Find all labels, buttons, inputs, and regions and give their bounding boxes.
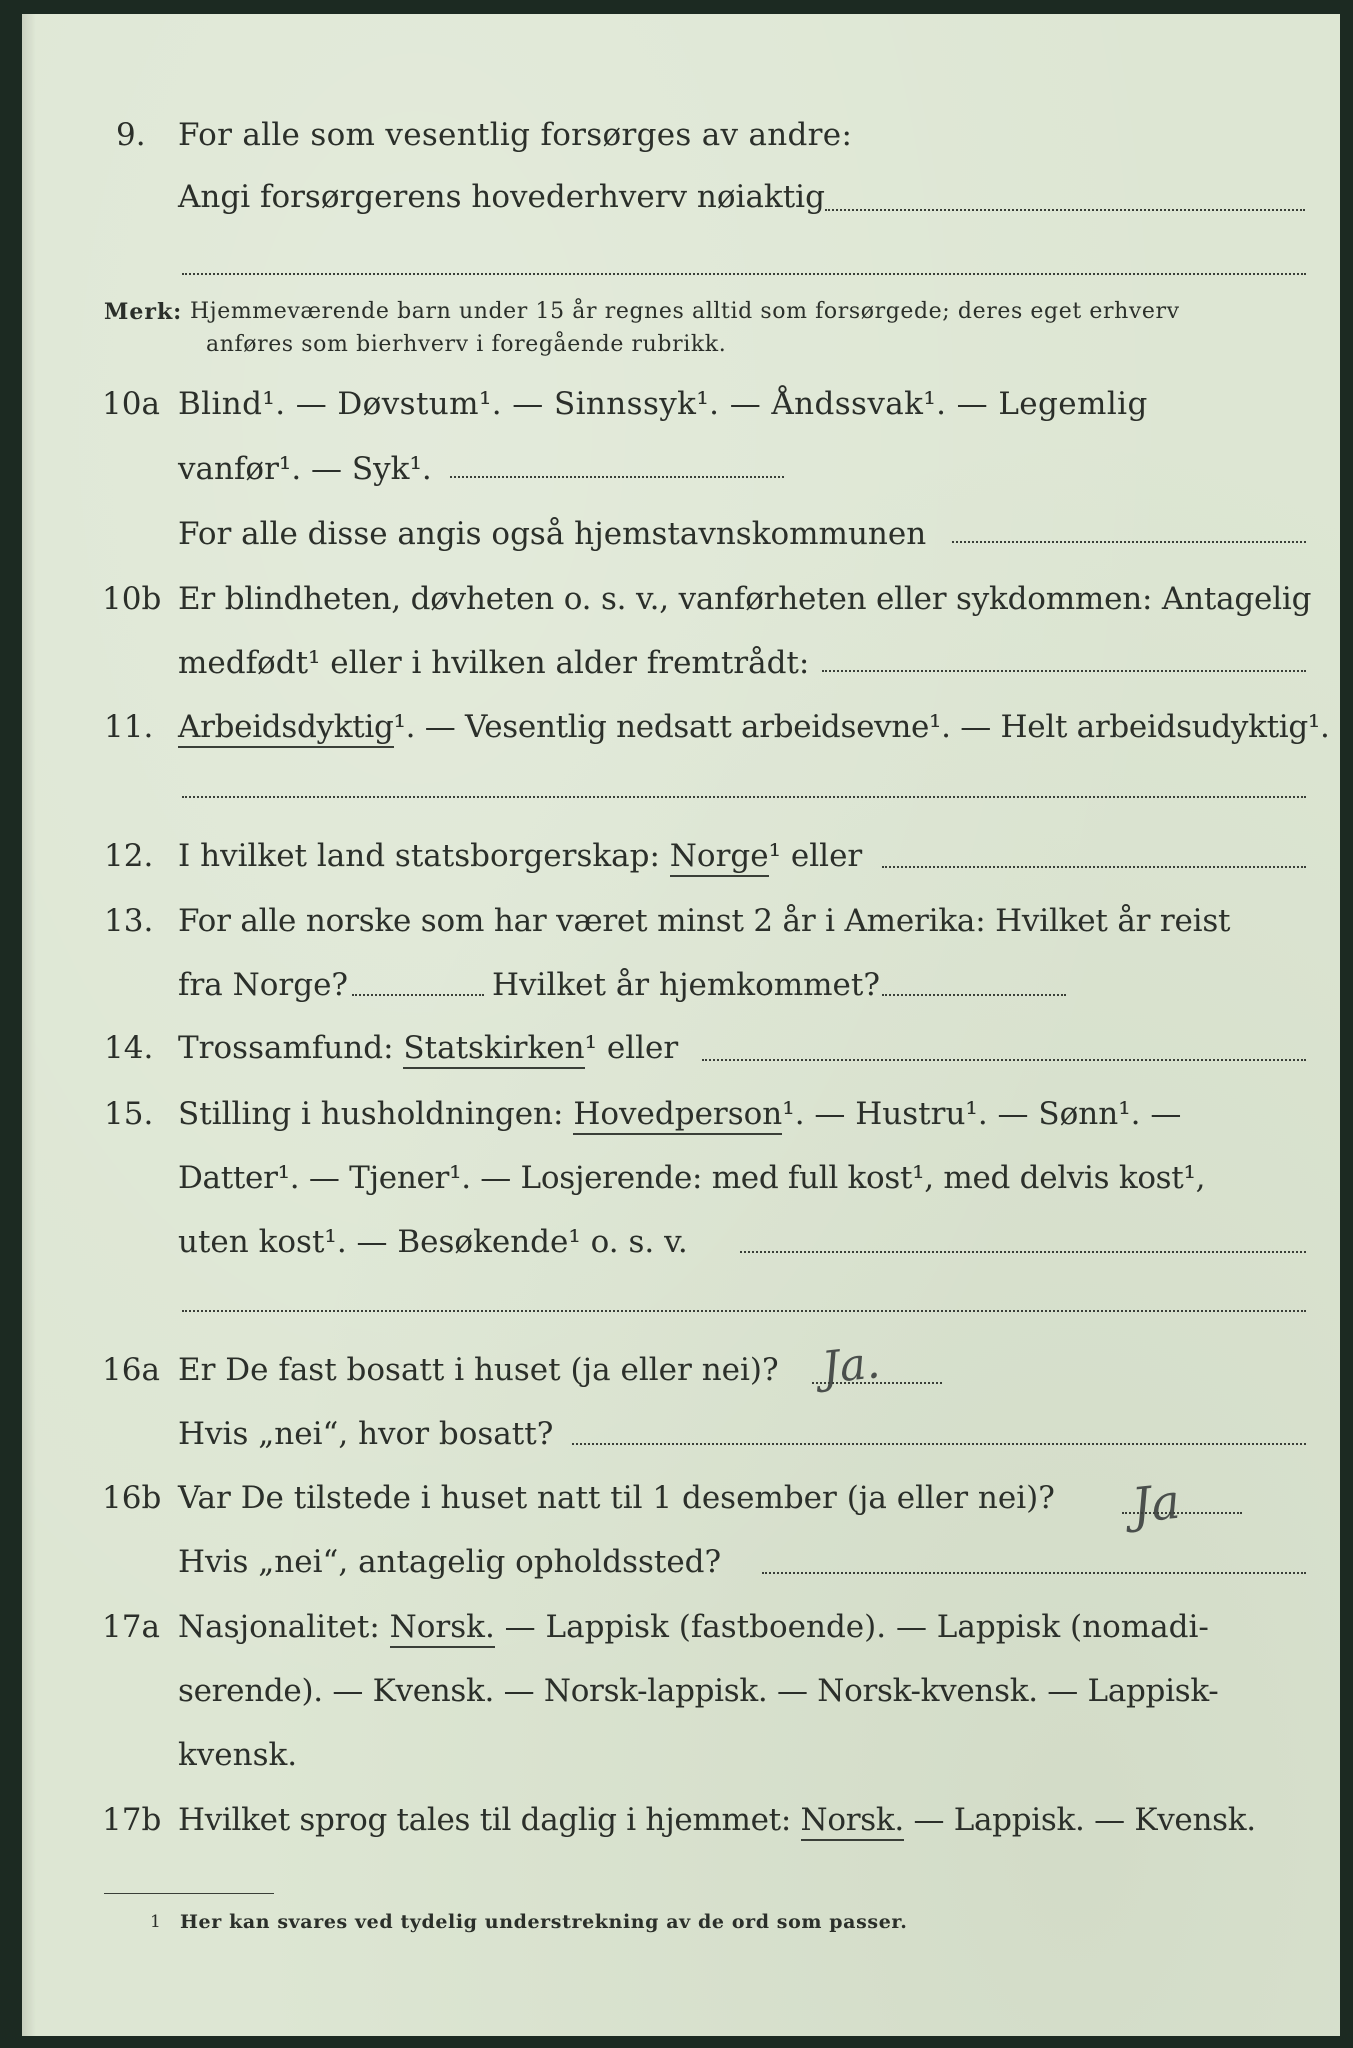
census-form-page bbox=[22, 14, 1340, 2036]
q11-line bbox=[178, 707, 1330, 747]
q13-line2a: fra Norge? bbox=[178, 967, 349, 1003]
q10a-line3: For alle disse angis også hjemstavnskommunen bbox=[178, 516, 927, 552]
q17a-line1-rest: — Lappisk (fastboende). — Lappisk (nomadi- bbox=[494, 1609, 1209, 1645]
footnote-mark: 1 bbox=[150, 1912, 161, 1932]
q16b-line2: Hvis „nei“, antagelig opholdssted? bbox=[178, 1544, 722, 1580]
merk-line2: anføres som bierhverv i foregående rubrikk. bbox=[206, 332, 727, 357]
q10b-line2: medfødt¹ eller i hvilken alder fremtrådt: bbox=[178, 645, 810, 681]
q17a-line1 bbox=[178, 1607, 1209, 1647]
q14-line bbox=[178, 1028, 678, 1068]
q13-line2b: Hvilket år hjemkommet? bbox=[492, 967, 880, 1003]
q17b-number: 17b bbox=[102, 1802, 162, 1838]
q16b-opholdssted-line[interactable] bbox=[762, 1572, 1306, 1574]
q14-pre: Trossamfund: bbox=[178, 1030, 394, 1066]
q16b-answer-line[interactable] bbox=[1122, 1512, 1242, 1514]
q9-line2: Angi forsørgerens hovederhverv nøiaktig bbox=[178, 179, 825, 215]
q10a-line1: Blind¹. — Døvstum¹. — Sinnssyk¹. — Åndssvak¹. — Legemlig bbox=[178, 386, 1148, 422]
q17a-pre: Nasjonalitet: bbox=[178, 1609, 380, 1645]
q14-answer-line[interactable] bbox=[702, 1059, 1306, 1061]
q11-number: 11. bbox=[104, 709, 154, 745]
q15-answer-line-2[interactable] bbox=[182, 1310, 1306, 1312]
q13-reist-line[interactable] bbox=[352, 994, 484, 996]
page-edge-shadow bbox=[22, 14, 36, 2036]
merk-label: Merk: bbox=[104, 299, 183, 325]
q10a-number: 10a bbox=[102, 386, 160, 422]
q9-answer-line[interactable] bbox=[825, 209, 1305, 211]
q11-option-arbeidsdyktig[interactable]: Arbeidsdyktig bbox=[178, 709, 394, 748]
q17a-number: 17a bbox=[102, 1609, 160, 1645]
q12-post: ¹ eller bbox=[768, 838, 863, 874]
q15-line1-rest: ¹. — Hustru¹. — Sønn¹. — bbox=[782, 1096, 1182, 1132]
q14-option-statskirken[interactable]: Statskirken bbox=[403, 1030, 584, 1069]
q12-answer-line[interactable] bbox=[882, 866, 1306, 868]
q17a-option-norsk[interactable]: Norsk. bbox=[390, 1609, 495, 1648]
q9-answer-line-2[interactable] bbox=[182, 273, 1306, 275]
q16b-handwritten-answer: Ja bbox=[1129, 1473, 1183, 1535]
q15-pre: Stilling i husholdningen: bbox=[178, 1096, 564, 1132]
q15-line3: uten kost¹. — Besøkende¹ o. s. v. bbox=[178, 1224, 688, 1260]
q15-line2: Datter¹. — Tjener¹. — Losjerende: med full kost¹, med delvis kost¹, bbox=[178, 1160, 1206, 1196]
q17a-line2: serende). — Kvensk. — Norsk-lappisk. — Norsk-kvensk. — Lappisk- bbox=[178, 1673, 1219, 1709]
q16b-number: 16b bbox=[102, 1480, 162, 1516]
q15-option-hovedperson[interactable]: Hovedperson bbox=[573, 1096, 782, 1135]
q16b-line1: Var De tilstede i huset natt til 1 desember (ja eller nei)? bbox=[178, 1480, 1055, 1516]
q10b-answer-line[interactable] bbox=[822, 670, 1306, 672]
q10b-line1: Er blindheten, døvheten o. s. v., vanførheten eller sykdommen: Antagelig bbox=[178, 581, 1312, 617]
q15-answer-line[interactable] bbox=[740, 1251, 1306, 1253]
q10a-line2: vanfør¹. — Syk¹. bbox=[178, 451, 432, 487]
q15-line1 bbox=[178, 1094, 1181, 1134]
q16a-line2: Hvis „nei“, hvor bosatt? bbox=[178, 1416, 554, 1452]
q16a-handwritten-answer: Ja. bbox=[819, 1337, 883, 1394]
q9-number: 9. bbox=[116, 117, 146, 153]
q10b-number: 10b bbox=[102, 581, 162, 617]
q16a-number: 16a bbox=[102, 1352, 160, 1388]
q12-pre: I hvilket land statsborgerskap: bbox=[178, 838, 660, 874]
footnote-rule bbox=[104, 1893, 274, 1894]
q11-rest: ¹. — Vesentlig nedsatt arbeidsevne¹. — Helt arbeidsudyktig¹. bbox=[393, 709, 1330, 745]
q16a-bosatt-line[interactable] bbox=[572, 1443, 1306, 1445]
footnote-text: Her kan svares ved tydelig understrekning av de ord som passer. bbox=[180, 1911, 908, 1933]
q17b-post: — Lappisk. — Kvensk. bbox=[903, 1802, 1256, 1838]
q13-hjemkommet-line[interactable] bbox=[882, 994, 1066, 996]
q17b-line bbox=[178, 1800, 1256, 1840]
q16a-answer-line[interactable] bbox=[812, 1382, 942, 1384]
q14-number: 14. bbox=[104, 1030, 154, 1066]
q9-line1: For alle som vesentlig forsørges av andre: bbox=[178, 117, 853, 153]
q17a-line3: kvensk. bbox=[178, 1737, 298, 1773]
q10a-commune-line[interactable] bbox=[952, 541, 1306, 543]
q10a-answer-line[interactable] bbox=[450, 476, 784, 478]
q12-number: 12. bbox=[104, 838, 154, 874]
q17b-option-norsk[interactable]: Norsk. bbox=[801, 1802, 904, 1841]
merk-line1: Hjemmeværende barn under 15 år regnes alltid som forsørgede; deres eget erhverv bbox=[190, 299, 1180, 324]
q12-option-norge[interactable]: Norge bbox=[670, 838, 769, 877]
q12-line bbox=[178, 836, 862, 876]
q17b-pre: Hvilket sprog tales til daglig i hjemmet: bbox=[178, 1802, 791, 1838]
q14-post: ¹ eller bbox=[584, 1030, 679, 1066]
q13-number: 13. bbox=[104, 903, 154, 939]
q11-answer-line[interactable] bbox=[182, 796, 1306, 798]
q16a-line1: Er De fast bosatt i huset (ja eller nei)? bbox=[178, 1352, 779, 1388]
q15-number: 15. bbox=[104, 1096, 154, 1132]
q13-line1: For alle norske som har været minst 2 år i Amerika: Hvilket år reist bbox=[178, 903, 1231, 939]
